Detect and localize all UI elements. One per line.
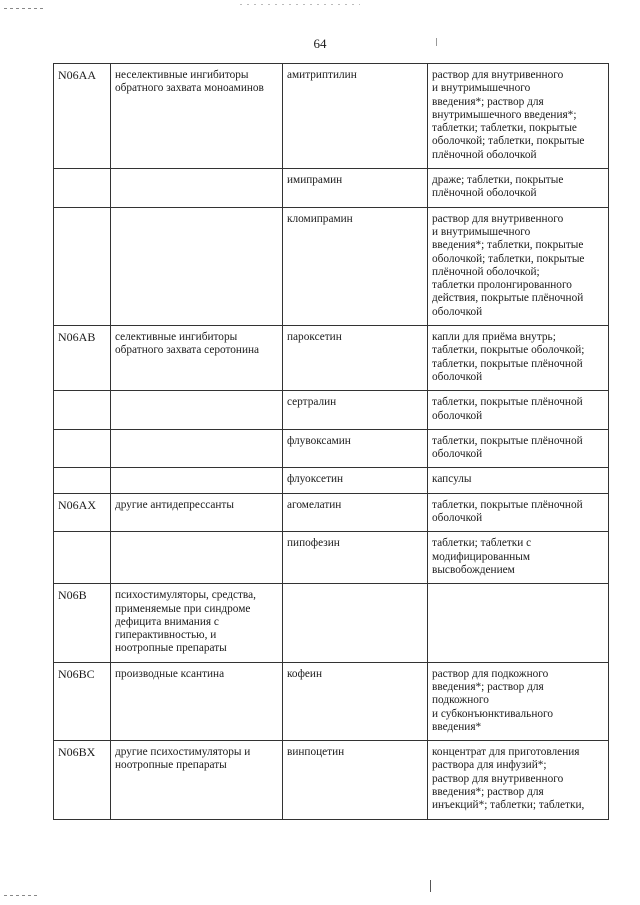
- atc-code-cell: [54, 391, 111, 430]
- pharmacological-group-cell: другие психостимуляторы и ноотропные препараты: [111, 741, 283, 819]
- drug-name-cell: пароксетин: [283, 326, 428, 391]
- table-row: [54, 64, 609, 169]
- table-row: [54, 207, 609, 325]
- drug-name-cell: кофеин: [283, 662, 428, 740]
- drug-name-cell: винпоцетин: [283, 741, 428, 819]
- table-row: [54, 391, 609, 430]
- table-row: [54, 326, 609, 391]
- atc-code-cell: [54, 468, 111, 493]
- pharmacological-group-cell: неселективные ингибиторы обратного захвата моноаминов: [111, 64, 283, 169]
- dosage-forms-cell: таблетки, покрытые плёночной оболочкой: [428, 493, 609, 532]
- table-row: [54, 741, 609, 819]
- table-row: [54, 584, 609, 662]
- drug-name-cell: флуоксетин: [283, 468, 428, 493]
- atc-code-cell: N06AB: [54, 326, 111, 391]
- pharmacological-group-cell: [111, 532, 283, 584]
- dosage-forms-cell: драже; таблетки, покрытые плёночной оболочкой: [428, 169, 609, 208]
- table-row: [54, 662, 609, 740]
- pharmacological-group-cell: [111, 429, 283, 468]
- dosage-forms-cell: раствор для внутривенного и внутримышечного введения*; раствор для внутримышечного введения*; таблетки; таблетки, покрытые оболочкой; таблетки, покрытые плёночной оболочкой: [428, 64, 609, 169]
- pharmacological-group-cell: [111, 169, 283, 208]
- drug-name-cell: имипрамин: [283, 169, 428, 208]
- table-row: [54, 429, 609, 468]
- page-number: 64: [313, 36, 327, 51]
- drug-name-cell: флувоксамин: [283, 429, 428, 468]
- pharmacological-group-cell: [111, 468, 283, 493]
- table-row: [54, 468, 609, 493]
- scan-artifact-top-left: [4, 8, 44, 9]
- scan-artifact-top: [240, 4, 360, 5]
- scan-artifact-bottom-left: [4, 895, 40, 896]
- dosage-forms-cell: таблетки, покрытые плёночной оболочкой: [428, 429, 609, 468]
- atc-code-cell: [54, 532, 111, 584]
- pharmacological-group-cell: [111, 207, 283, 325]
- drug-classification-table: [53, 63, 609, 820]
- dosage-forms-cell: [428, 584, 609, 662]
- pharmacological-group-cell: селективные ингибиторы обратного захвата серотонина: [111, 326, 283, 391]
- atc-code-cell: [54, 429, 111, 468]
- dosage-forms-cell: капсулы: [428, 468, 609, 493]
- dosage-forms-cell: капли для приёма внутрь; таблетки, покрытые оболочкой; таблетки, покрытые плёночной оболочкой: [428, 326, 609, 391]
- atc-code-cell: N06B: [54, 584, 111, 662]
- drug-name-cell: кломипрамин: [283, 207, 428, 325]
- dosage-forms-cell: концентрат для приготовления раствора для инфузий*; раствор для внутривенного введения*; раствор для инъекций*; таблетки; таблетки,: [428, 741, 609, 819]
- table-body: [54, 64, 609, 820]
- table-row: [54, 493, 609, 532]
- pharmacological-group-cell: психостимуляторы, средства, применяемые при синдроме дефицита внимания с гиперактивностью, и ноотропные препараты: [111, 584, 283, 662]
- atc-code-cell: N06AX: [54, 493, 111, 532]
- drug-name-cell: агомелатин: [283, 493, 428, 532]
- dosage-forms-cell: раствор для внутривенного и внутримышечного введения*; таблетки, покрытые оболочкой; таблетки, покрытые плёночной оболочкой; таблетки пролонгированного действия, покрытые плёночной оболочкой: [428, 207, 609, 325]
- atc-code-cell: [54, 207, 111, 325]
- atc-code-cell: N06AA: [54, 64, 111, 169]
- pharmacological-group-cell: производные ксантина: [111, 662, 283, 740]
- atc-code-cell: N06BX: [54, 741, 111, 819]
- dosage-forms-cell: раствор для подкожного введения*; раствор для подкожного и субконъюнктивального введения*: [428, 662, 609, 740]
- dosage-forms-cell: таблетки, покрытые плёночной оболочкой: [428, 391, 609, 430]
- drug-name-cell: [283, 584, 428, 662]
- pharmacological-group-cell: другие антидепрессанты: [111, 493, 283, 532]
- dosage-forms-cell: таблетки; таблетки с модифицированным высвобождением: [428, 532, 609, 584]
- scan-artifact-bottom-center: [430, 880, 431, 892]
- table-row: [54, 532, 609, 584]
- atc-code-cell: N06BC: [54, 662, 111, 740]
- drug-name-cell: пипофезин: [283, 532, 428, 584]
- drug-name-cell: амитриптилин: [283, 64, 428, 169]
- table-row: [54, 169, 609, 208]
- drug-name-cell: сертралин: [283, 391, 428, 430]
- atc-code-cell: [54, 169, 111, 208]
- pharmacological-group-cell: [111, 391, 283, 430]
